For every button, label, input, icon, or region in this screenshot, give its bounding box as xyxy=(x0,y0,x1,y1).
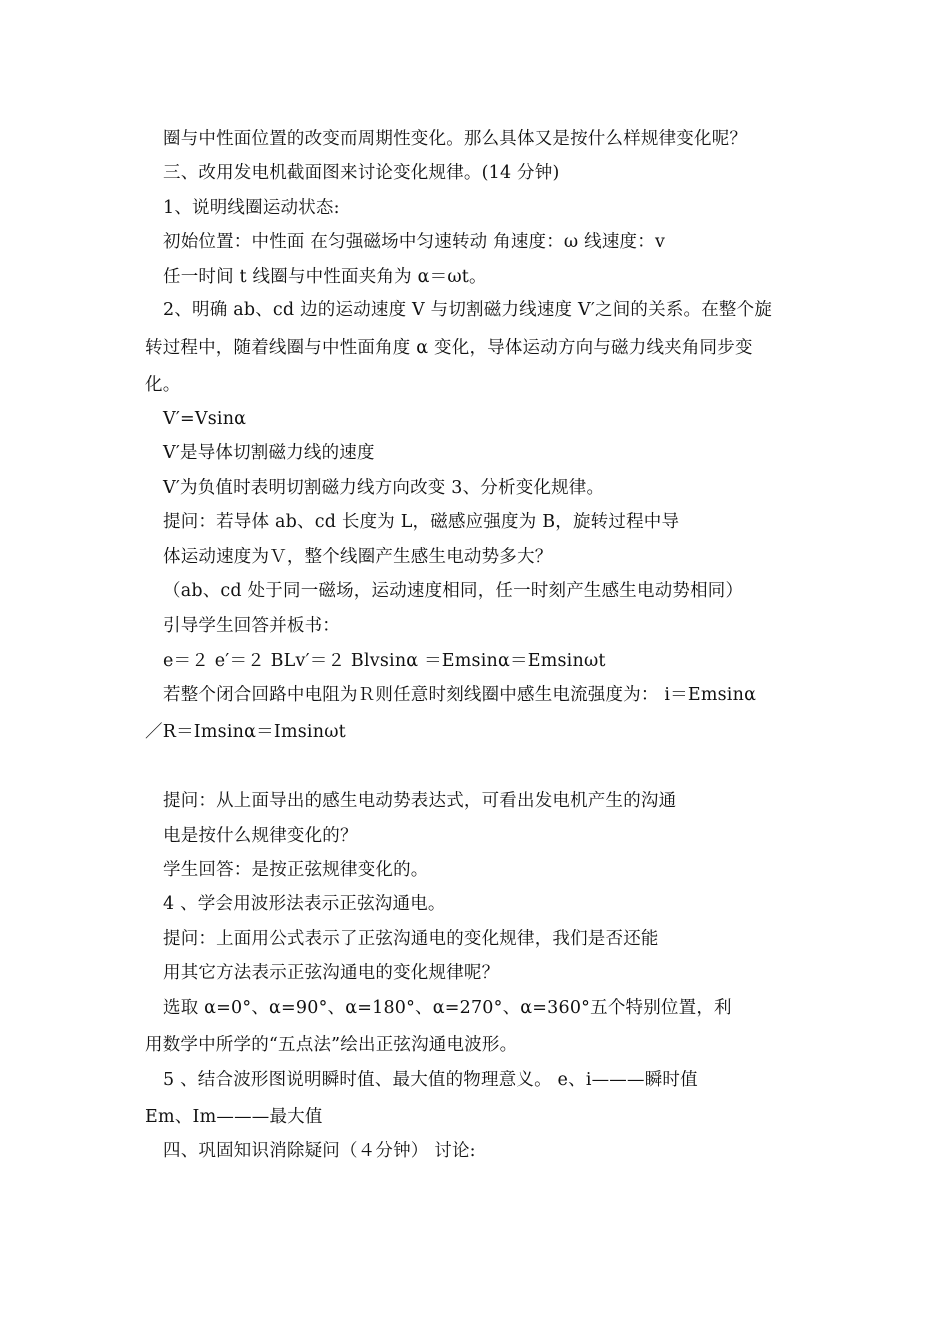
text-line: 电是按什么规律变化的？ xyxy=(163,826,358,846)
text-line: V′为负值时表明切割磁力线方向改变 3、分析变化规律。 xyxy=(163,478,605,498)
text-line: 初始位置：中性面 在匀强磁场中匀速转动 角速度：ω 线速度：v xyxy=(163,232,666,252)
formula-line: ／R＝Imsinα＝Imsinωt xyxy=(145,722,346,742)
section-heading: 四、巩固知识消除疑问（４分钟） 讨论: xyxy=(163,1141,476,1161)
text-line: 化。 xyxy=(145,375,181,395)
text-line: 用数学中所学的“五点法”绘出正弦沟通电波形。 xyxy=(145,1035,518,1055)
text-line: 体运动速度为Ｖ，整个线圈产生感生电动势多大？ xyxy=(163,547,553,567)
text-line: 2、明确 ab、cd 边的运动速度 V 与切割磁力线速度 V′之间的关系。在整个旋 xyxy=(163,300,773,320)
text-line: 选取 α=0°、α=90°、α=180°、α=270°、α=360°五个特别位置，利 xyxy=(163,998,732,1018)
text-line: 学生回答：是按正弦规律变化的。 xyxy=(163,860,429,880)
text-line: 任一时间 t 线圈与中性面夹角为 α＝ωt。 xyxy=(163,267,487,287)
text-line: 引导学生回答并板书： xyxy=(163,616,340,636)
text-line: Em、Im———最大值 xyxy=(145,1107,323,1127)
text-line: 1、说明线圈运动状态: xyxy=(163,198,340,218)
text-line: 转过程中，随着线圈与中性面角度 α 变化，导体运动方向与磁力线夹角同步变 xyxy=(145,338,753,358)
text-line: V′是导体切割磁力线的速度 xyxy=(163,443,375,463)
text-line: 若整个闭合回路中电阻为Ｒ则任意时刻线圈中感生电流强度为： i＝Emsinα xyxy=(163,685,757,705)
text-line: （ab、cd 处于同一磁场，运动速度相同，任一时刻产生感生电动势相同） xyxy=(163,581,744,601)
text-line: 提问：上面用公式表示了正弦沟通电的变化规律，我们是否还能 xyxy=(163,929,659,949)
formula-line: e＝２ e′＝２ BLv′＝２ Blvsinα ＝Emsinα＝Emsinωt xyxy=(163,651,606,671)
text-line: 圈与中性面位置的改变而周期性变化。那么具体又是按什么样规律变化呢？ xyxy=(163,129,748,149)
text-line: 5 、结合波形图说明瞬时值、最大值的物理意义。 e、i———瞬时值 xyxy=(163,1070,698,1090)
text-line: 用其它方法表示正弦沟通电的变化规律呢？ xyxy=(163,963,500,983)
formula-line: V′=Vsinα xyxy=(163,409,247,429)
text-line: 提问：从上面导出的感生电动势表达式，可看出发电机产生的沟通 xyxy=(163,791,677,811)
text-line: 4 、学会用波形法表示正弦沟通电。 xyxy=(163,894,446,914)
section-heading: 三、改用发电机截面图来讨论变化规律。(14 分钟) xyxy=(163,163,560,183)
text-line: 提问：若导体 ab、cd 长度为 L，磁感应强度为 B，旋转过程中导 xyxy=(163,512,680,532)
